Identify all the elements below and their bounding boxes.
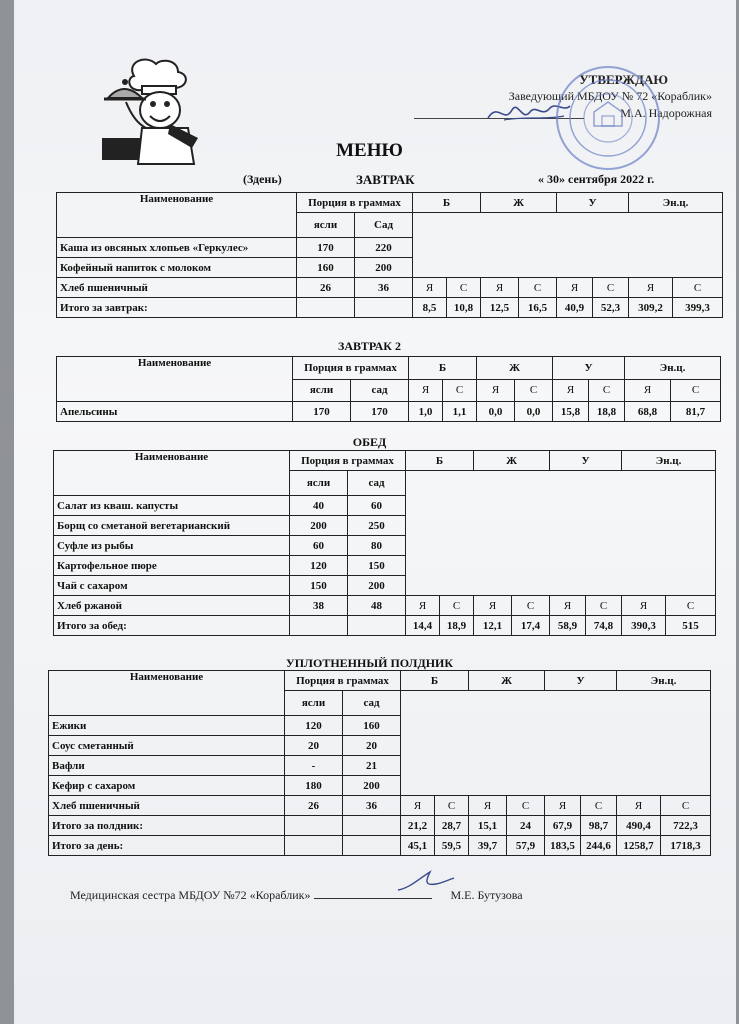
table-cell — [285, 816, 343, 836]
table-cell: 58,9 — [550, 616, 586, 636]
table-cell: 74,8 — [586, 616, 622, 636]
table-cell — [290, 616, 348, 636]
table-cell: 24 — [507, 816, 545, 836]
table-cell: 200 — [348, 576, 406, 596]
table-cell: Я — [629, 278, 673, 298]
footer-name: М.Е. Бутузова — [450, 888, 523, 902]
table-cell: Ж — [474, 451, 550, 471]
breakfast-title: ЗАВТРАК — [356, 172, 415, 187]
table-cell: 170 — [297, 238, 355, 258]
table-cell — [348, 616, 406, 636]
lunch-table — [53, 450, 716, 636]
table-cell: 36 — [355, 278, 413, 298]
total-row — [49, 816, 711, 836]
table-cell: С — [515, 379, 553, 402]
table-cell: 1718,3 — [661, 836, 711, 856]
table-cell: Хлеб ржаной — [54, 596, 290, 616]
table-cell: Я — [550, 596, 586, 616]
table-cell: 59,5 — [435, 836, 469, 856]
table-cell: С — [519, 278, 557, 298]
table-cell: 0,0 — [477, 402, 515, 422]
table-cell: 390,3 — [622, 616, 666, 636]
table-cell: Вафли — [49, 756, 285, 776]
table-cell: Я — [481, 278, 519, 298]
table-cell: 60 — [290, 536, 348, 556]
table-cell: Наименование — [54, 451, 290, 496]
table-cell: 26 — [285, 796, 343, 816]
table-row — [57, 278, 723, 298]
menu-title: МЕНЮ — [336, 140, 403, 161]
table-cell: С — [593, 278, 629, 298]
table-cell — [413, 213, 723, 278]
table-cell: 57,9 — [507, 836, 545, 856]
table-cell: Борщ со сметаной вегетарианский — [54, 516, 290, 536]
table-cell: С — [589, 379, 625, 402]
table-cell: С — [440, 596, 474, 616]
table-cell — [343, 836, 401, 856]
table-cell: ясли — [290, 471, 348, 496]
table-cell: Я — [413, 278, 447, 298]
date-label: « 30» сентября 2022 г. — [538, 172, 655, 186]
table-cell: сад — [351, 379, 409, 402]
table-cell: 220 — [355, 238, 413, 258]
table-cell: Эн.ц. — [622, 451, 716, 471]
header-zh: Ж — [481, 193, 557, 213]
table-row — [57, 193, 723, 213]
table-cell: 20 — [285, 736, 343, 756]
table-cell: 39,7 — [469, 836, 507, 856]
table-cell: Наименование — [49, 671, 285, 716]
table-cell: У — [545, 671, 617, 691]
table-cell — [297, 298, 355, 318]
table-cell: 170 — [293, 402, 351, 422]
table-cell: 250 — [348, 516, 406, 536]
table-cell: Б — [409, 357, 477, 380]
table-cell: С — [435, 796, 469, 816]
table-cell: Итого за полдник: — [49, 816, 285, 836]
table-cell: Ж — [469, 671, 545, 691]
header-u: У — [557, 193, 629, 213]
snack-table — [48, 670, 711, 856]
table-row — [57, 402, 721, 422]
table-row — [54, 451, 716, 471]
table-cell: 18,9 — [440, 616, 474, 636]
table-cell: - — [285, 756, 343, 776]
table-cell: 81,7 — [671, 402, 721, 422]
table-cell: 150 — [348, 556, 406, 576]
table-cell: Я — [545, 796, 581, 816]
table-cell: Порция в граммах — [293, 357, 409, 380]
table-cell: 309,2 — [629, 298, 673, 318]
table-cell: ясли — [293, 379, 351, 402]
table-cell: Порция в граммах — [290, 451, 406, 471]
header-portion: Порция в граммах — [297, 193, 413, 213]
approval-name: М.А. Надорожная — [620, 106, 712, 120]
table-cell: 183,5 — [545, 836, 581, 856]
table-cell: 399,3 — [673, 298, 723, 318]
table-cell: 15,8 — [553, 402, 589, 422]
table-cell: 200 — [290, 516, 348, 536]
table-cell: Хлеб пшеничный — [49, 796, 285, 816]
table-row — [49, 796, 711, 816]
table-cell — [285, 836, 343, 856]
table-cell: 16,5 — [519, 298, 557, 318]
table-cell: Наименование — [57, 357, 293, 402]
table-cell: 12,1 — [474, 616, 512, 636]
table-cell: 45,1 — [401, 836, 435, 856]
table-cell: Порция в граммах — [285, 671, 401, 691]
table-cell: С — [673, 278, 723, 298]
table-cell: 1258,7 — [617, 836, 661, 856]
table-cell: 68,8 — [625, 402, 671, 422]
table-cell: 38 — [290, 596, 348, 616]
table-cell: С — [666, 596, 716, 616]
table-cell: Апельсины — [57, 402, 293, 422]
table-cell: Соус сметанный — [49, 736, 285, 756]
table-cell: Я — [477, 379, 515, 402]
breakfast2-title: ЗАВТРАК 2 — [337, 339, 401, 353]
table-cell: 40,9 — [557, 298, 593, 318]
table-cell: 120 — [285, 716, 343, 736]
table-cell: Салат из кваш. капусты — [54, 496, 290, 516]
table-cell: Итого за день: — [49, 836, 285, 856]
header-b: Б — [413, 193, 481, 213]
table-cell: 150 — [290, 576, 348, 596]
breakfast2-table — [56, 356, 721, 422]
table-cell: 18,8 — [589, 402, 625, 422]
table-cell: 28,7 — [435, 816, 469, 836]
table-cell: С — [581, 796, 617, 816]
day-label: (Здень) — [243, 172, 282, 186]
table-cell: 8,5 — [413, 298, 447, 318]
footer — [70, 886, 523, 903]
table-cell: 17,4 — [512, 616, 550, 636]
table-cell: Чай с сахаром — [54, 576, 290, 596]
table-cell: 1,0 — [409, 402, 443, 422]
table-cell: 1,1 — [443, 402, 477, 422]
table-cell: С — [447, 278, 481, 298]
table-row — [57, 357, 721, 380]
table-cell: 170 — [351, 402, 409, 422]
snack-title: УПЛОТНЕННЫЙ ПОЛДНИК — [285, 656, 454, 670]
table-cell: Ежики — [49, 716, 285, 736]
table-cell: 160 — [343, 716, 401, 736]
table-cell: 80 — [348, 536, 406, 556]
table-cell: У — [553, 357, 625, 380]
table-cell: Я — [474, 596, 512, 616]
table-cell: Итого за завтрак: — [57, 298, 297, 318]
table-cell: Каша из овсяных хлопьев «Геркулес» — [57, 238, 297, 258]
table-cell: Картофельное пюре — [54, 556, 290, 576]
table-cell: 180 — [285, 776, 343, 796]
day-total-row — [49, 836, 711, 856]
table-cell: 12,5 — [481, 298, 519, 318]
total-row — [57, 298, 723, 318]
table-cell: С — [443, 379, 477, 402]
table-cell: Я — [625, 379, 671, 402]
table-cell: Я — [401, 796, 435, 816]
table-cell: Эн.ц. — [617, 671, 711, 691]
table-cell: Ж — [477, 357, 553, 380]
table-cell: Я — [409, 379, 443, 402]
table-cell: С — [507, 796, 545, 816]
table-cell — [406, 471, 716, 596]
header-en: Эн.ц. — [629, 193, 723, 213]
table-cell: 67,9 — [545, 816, 581, 836]
table-cell: 490,4 — [617, 816, 661, 836]
table-cell: 52,3 — [593, 298, 629, 318]
table-cell: Б — [401, 671, 469, 691]
table-cell: Хлеб пшеничный — [57, 278, 297, 298]
table-cell: 36 — [343, 796, 401, 816]
table-cell: Кефир с сахаром — [49, 776, 285, 796]
lunch-title: ОБЕД — [352, 435, 387, 449]
table-cell: Итого за обед: — [54, 616, 290, 636]
table-cell: Я — [553, 379, 589, 402]
table-cell — [355, 298, 413, 318]
header-name: Наименование — [57, 193, 297, 238]
table-cell: 722,3 — [661, 816, 711, 836]
table-cell: 20 — [343, 736, 401, 756]
table-cell: сад — [348, 471, 406, 496]
table-cell: Кофейный напиток с молоком — [57, 258, 297, 278]
table-cell: С — [512, 596, 550, 616]
table-cell: 21 — [343, 756, 401, 776]
header-nursery: ясли — [297, 213, 355, 238]
footer-signature-line — [314, 886, 432, 899]
header-garden: Сад — [355, 213, 413, 238]
table-cell: У — [550, 451, 622, 471]
table-cell: Я — [469, 796, 507, 816]
table-cell: 200 — [355, 258, 413, 278]
table-cell: 26 — [297, 278, 355, 298]
table-cell: Эн.ц. — [625, 357, 721, 380]
footer-role: Медицинская сестра МБДОУ №72 «Кораблик» — [70, 888, 311, 902]
table-row — [54, 596, 716, 616]
table-cell: Я — [622, 596, 666, 616]
table-cell: Я — [406, 596, 440, 616]
table-cell: Суфле из рыбы — [54, 536, 290, 556]
table-cell — [401, 691, 711, 796]
table-cell: 515 — [666, 616, 716, 636]
table-cell: 21,2 — [401, 816, 435, 836]
table-cell: С — [671, 379, 721, 402]
table-cell: С — [661, 796, 711, 816]
table-cell: 120 — [290, 556, 348, 576]
approval-title: УТВЕРЖДАЮ — [579, 72, 668, 87]
table-cell: Я — [617, 796, 661, 816]
table-cell: сад — [343, 691, 401, 716]
table-cell: ясли — [285, 691, 343, 716]
table-cell: 98,7 — [581, 816, 617, 836]
table-cell: Я — [557, 278, 593, 298]
table-cell: 60 — [348, 496, 406, 516]
table-cell: 244,6 — [581, 836, 617, 856]
table-cell: 48 — [348, 596, 406, 616]
breakfast-table — [56, 192, 723, 318]
table-cell: 160 — [297, 258, 355, 278]
table-cell: 14,4 — [406, 616, 440, 636]
table-cell: 15,1 — [469, 816, 507, 836]
total-row — [54, 616, 716, 636]
table-cell: 40 — [290, 496, 348, 516]
table-cell: 200 — [343, 776, 401, 796]
approval-position: Заведующий МБДОУ № 72 «Кораблик» — [508, 89, 712, 103]
table-row — [49, 671, 711, 691]
table-cell: С — [586, 596, 622, 616]
table-cell: 10,8 — [447, 298, 481, 318]
table-cell: Б — [406, 451, 474, 471]
table-cell: 0,0 — [515, 402, 553, 422]
table-cell — [343, 816, 401, 836]
